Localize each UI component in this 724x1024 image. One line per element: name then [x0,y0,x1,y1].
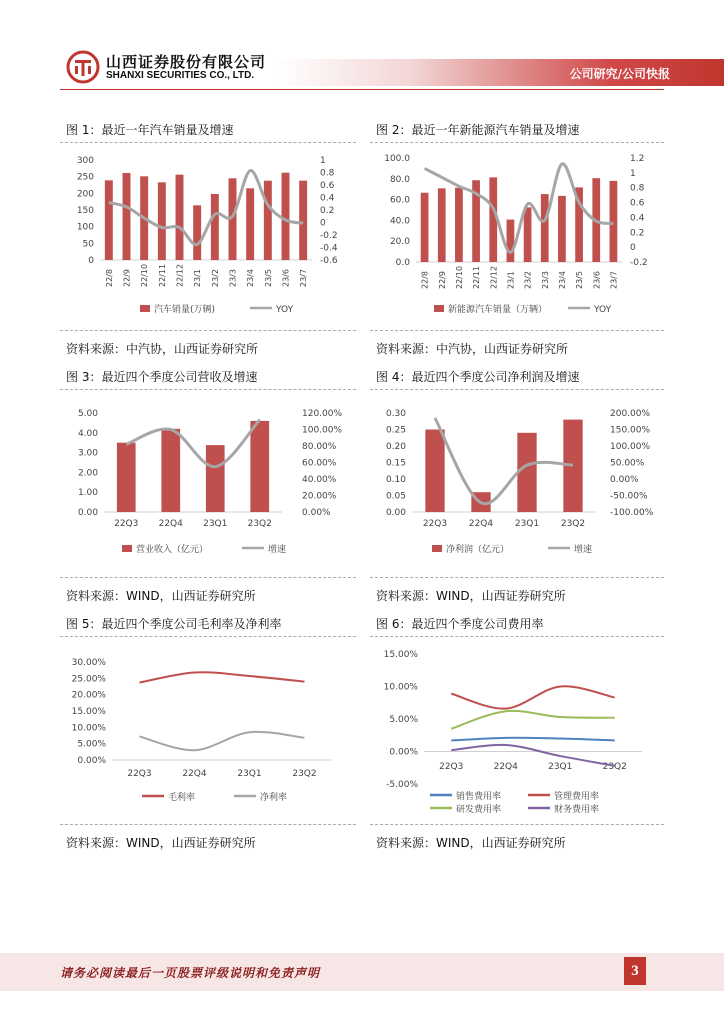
y-left-tick-label: 300 [76,156,94,166]
x-tick-label: 23/7 [609,271,619,289]
y-right-tick-label: 200.00% [610,409,651,419]
legend-label: 毛利率 [168,793,196,803]
y-left-tick-label: 80.0 [389,174,410,185]
y-left-tick-label: 0.25 [385,425,406,436]
x-tick-label: 23/2 [210,269,220,287]
series-line-c2-1 [425,164,614,253]
y-right-tick-label: 50.00% [610,458,645,469]
y-left-tick-label: 0.00% [77,756,106,766]
y-right-tick-label: 1.2 [630,154,645,164]
y-left-tick-label: 3.00 [77,448,98,459]
bar-c2-2 [455,188,463,262]
legend-swatch [140,305,150,312]
bar-c1-5 [193,205,201,260]
y-left-tick-label: 4.00 [77,428,98,439]
y-left-tick-label: 30.00% [71,658,106,668]
figure-1-title: 图 1：最近一年汽车销量及增速 [66,123,234,137]
x-tick-label: 23/6 [592,271,602,289]
y-left-tick-label: 25.00% [71,674,106,685]
figure-2-source: 资料来源：中汽协，山西证券研究所 [376,342,569,356]
chart-nev-sales [372,146,664,326]
figure-6-title: 图 6：最近四个季度公司费用率 [376,617,544,631]
x-tick-label: 23Q2 [292,769,317,779]
y-left-tick-label: 200 [76,189,94,200]
x-tick-label: 23Q2 [247,519,272,529]
bar-c1-4 [176,175,184,260]
y-right-tick-label: 0.00% [302,508,331,518]
y-left-tick-label: 50 [82,239,94,250]
header-divider [60,89,664,90]
series-line-c1-1 [109,171,303,245]
legend-label: 净利率 [260,793,288,803]
legend-swatch [122,545,132,552]
y-right-tick-label: 0 [630,243,636,254]
y-left-tick-label: 0.00 [77,508,98,518]
legend-label: 销售费用率 [456,792,502,802]
x-tick-label: 23/5 [575,271,585,289]
bar-c2-0 [421,193,429,262]
y-left-tick-label: 0.05 [385,491,406,502]
y-left-tick-label: -5.00% [386,780,418,790]
y-left-tick-label: 0.30 [385,409,406,419]
y-right-tick-label: -50.00% [610,491,648,502]
y-right-tick-label: -0.6 [320,256,338,266]
chart-car-sales [62,146,356,326]
bar-c1-3 [158,182,166,260]
x-tick-label: 23/1 [193,269,203,287]
bar-c3-3 [250,421,269,512]
y-left-tick-label: 10.00% [383,682,418,693]
bar-c1-10 [282,173,290,260]
bar-c1-8 [246,188,254,260]
page-number: 3 [624,957,646,985]
y-left-tick-label: 250 [76,172,94,183]
y-right-tick-label: 0.8 [320,168,335,179]
y-right-tick-label: 60.00% [302,458,337,469]
series-line-c6-3 [451,745,615,766]
series-line-c3-1 [126,420,260,467]
x-tick-label: 23/1 [506,271,516,289]
y-right-tick-label: 1 [320,156,326,166]
y-right-tick-label: 1 [630,168,636,179]
y-left-tick-label: 0 [88,256,94,266]
y-left-tick-label: 5.00% [389,715,418,725]
y-left-tick-label: 0.00 [385,508,406,518]
bar-c2-11 [610,181,618,262]
x-tick-label: 22Q4 [182,769,207,779]
chart-margins [62,642,356,818]
legend-label: 财务费用率 [554,805,600,815]
y-left-tick-label: 100 [76,222,94,233]
x-tick-label: 22/9 [437,271,447,289]
y-right-tick-label: 20.00% [302,491,337,502]
figure-3-title: 图 3：最近四个季度公司营收及增速 [66,370,258,384]
bar-c1-1 [123,173,131,260]
y-left-tick-label: 40.0 [389,216,410,227]
x-tick-label: 23Q1 [548,762,573,772]
series-line-c5-0 [140,672,305,682]
figure-5-source: 资料来源：WIND，山西证券研究所 [66,836,256,850]
y-left-tick-label: 0.0 [395,258,410,268]
y-left-tick-label: 15.00% [71,707,106,717]
x-tick-label: 23Q1 [237,769,262,779]
y-right-tick-label: 80.00% [302,442,337,452]
y-left-tick-label: 100.0 [384,154,410,164]
bar-c4-2 [517,433,536,512]
series-line-c5-1 [140,732,305,750]
y-right-tick-label: 0.4 [320,193,335,204]
x-tick-label: 22/9 [122,269,132,287]
x-tick-label: 23/7 [299,269,309,287]
x-tick-label: 22/10 [140,263,150,287]
y-right-tick-label: 0.00% [610,475,639,485]
series-line-c6-0 [451,738,615,741]
figure-6-source: 资料来源：WIND，山西证券研究所 [376,836,566,850]
x-tick-label: 22/11 [472,265,482,289]
y-right-tick-label: -0.2 [630,258,648,268]
y-right-tick-label: -0.4 [320,243,338,254]
y-right-tick-label: 0 [320,218,326,229]
x-tick-label: 23/4 [246,269,256,287]
x-tick-label: 23Q1 [203,519,228,529]
y-left-tick-label: 2.00 [77,468,98,479]
y-right-tick-label: 120.00% [302,409,343,419]
bar-c2-1 [438,188,446,262]
bar-c3-2 [206,445,225,512]
y-left-tick-label: 150 [76,206,94,216]
y-right-tick-label: 40.00% [302,475,337,485]
bar-c2-7 [541,194,549,262]
y-right-tick-label: -100.00% [610,508,654,518]
x-tick-label: 23/3 [228,269,238,287]
legend-swatch [434,305,444,312]
x-tick-label: 23/6 [281,269,291,287]
y-left-tick-label: 5.00% [77,739,106,750]
bar-c2-5 [507,220,515,262]
legend-label: 增速 [268,545,287,555]
legend-label: 汽车销量(万辆) [154,305,216,315]
figure-1-source: 资料来源：中汽协，山西证券研究所 [66,342,259,356]
bar-c1-11 [299,181,307,260]
y-right-tick-label: 100.00% [302,425,343,436]
legend-label: 净利润（亿元） [446,545,510,555]
legend-label: 研发费用率 [456,805,502,815]
x-tick-label: 22/12 [489,265,499,289]
y-left-tick-label: 0.15 [385,458,406,469]
legend-label: YOY [276,305,294,315]
y-left-tick-label: 1.00 [77,488,98,499]
x-tick-label: 22Q3 [127,769,152,779]
y-left-tick-label: 15.00% [383,650,418,660]
bar-c2-6 [524,207,532,262]
series-line-c4-1 [435,418,573,504]
x-tick-label: 23Q1 [514,519,540,529]
y-right-tick-label: 0.2 [320,206,335,216]
x-tick-label: 22/11 [157,263,167,287]
x-tick-label: 22Q4 [493,762,518,772]
y-left-tick-label: 60.0 [389,195,410,206]
x-tick-label: 22Q4 [158,519,183,529]
y-left-tick-label: 20.00% [71,690,106,701]
bar-c1-0 [105,180,113,260]
bar-c1-6 [211,194,219,260]
x-tick-label: 22/10 [454,265,464,289]
figure-5-title: 图 5：最近四个季度公司毛利率及净利率 [66,617,282,631]
y-right-tick-label: 0.6 [630,198,645,209]
x-tick-label: 23/4 [557,271,567,289]
y-left-tick-label: 10.00% [71,723,106,734]
x-tick-label: 22Q3 [422,519,448,529]
y-right-tick-label: 100.00% [610,442,651,452]
company-logo-icon [66,50,100,84]
legend-swatch [432,545,442,552]
x-tick-label: 22/12 [175,263,185,287]
y-right-tick-label: 0.8 [630,183,645,194]
chart-net-profit [372,395,664,570]
legend-label: 营业收入（亿元） [136,545,209,555]
y-left-tick-label: 0.00% [389,747,418,758]
x-tick-label: 22Q3 [114,519,139,529]
y-right-tick-label: -0.2 [320,231,338,241]
figure-4-source: 资料来源：WIND，山西证券研究所 [376,589,566,603]
company-name-cn: 山西证券股份有限公司 [106,53,267,71]
report-type-tag: 公司研究/公司快报 [569,67,670,81]
legend-label: 新能源汽车销量（万辆） [448,305,548,315]
figure-2-title: 图 2：最近一年新能源汽车销量及增速 [376,123,580,137]
y-right-tick-label: 0.6 [320,181,335,191]
legend-label: YOY [594,305,612,315]
y-left-tick-label: 20.0 [389,237,410,248]
x-tick-label: 23/5 [263,269,273,287]
x-tick-label: 23/3 [540,271,550,289]
x-tick-label: 23/2 [523,271,533,289]
figure-4-title: 图 4：最近四个季度公司净利润及增速 [376,370,580,384]
y-left-tick-label: 0.20 [385,442,406,452]
bar-c3-0 [117,443,136,512]
y-left-tick-label: 0.10 [385,475,406,485]
chart-expense-ratios [372,642,664,820]
y-left-tick-label: 5.00 [77,409,98,419]
legend-label: 增速 [574,545,593,555]
figure-3-source: 资料来源：WIND，山西证券研究所 [66,589,256,603]
x-tick-label: 23Q2 [602,762,627,772]
bar-c1-9 [264,181,272,260]
company-name-en: SHANXI SECURITIES CO., LTD. [106,70,255,81]
bar-c3-1 [161,429,180,512]
bar-c2-8 [558,196,566,262]
y-right-tick-label: 0.4 [630,213,645,224]
x-tick-label: 23Q2 [560,519,586,529]
y-right-tick-label: 150.00% [610,425,651,436]
x-tick-label: 22Q3 [439,762,464,772]
legend-label: 管理费用率 [554,792,600,802]
series-line-c6-1 [451,686,615,708]
x-tick-label: 22Q4 [468,519,494,529]
x-tick-label: 22/8 [104,269,114,287]
y-right-tick-label: 0.2 [630,228,645,239]
series-line-c6-2 [451,711,615,729]
bar-c4-0 [425,430,444,513]
x-tick-label: 22/8 [420,271,430,289]
chart-revenue [62,395,356,570]
footer-disclaimer: 请务必阅读最后一页股票评级说明和免责声明 [60,966,321,980]
